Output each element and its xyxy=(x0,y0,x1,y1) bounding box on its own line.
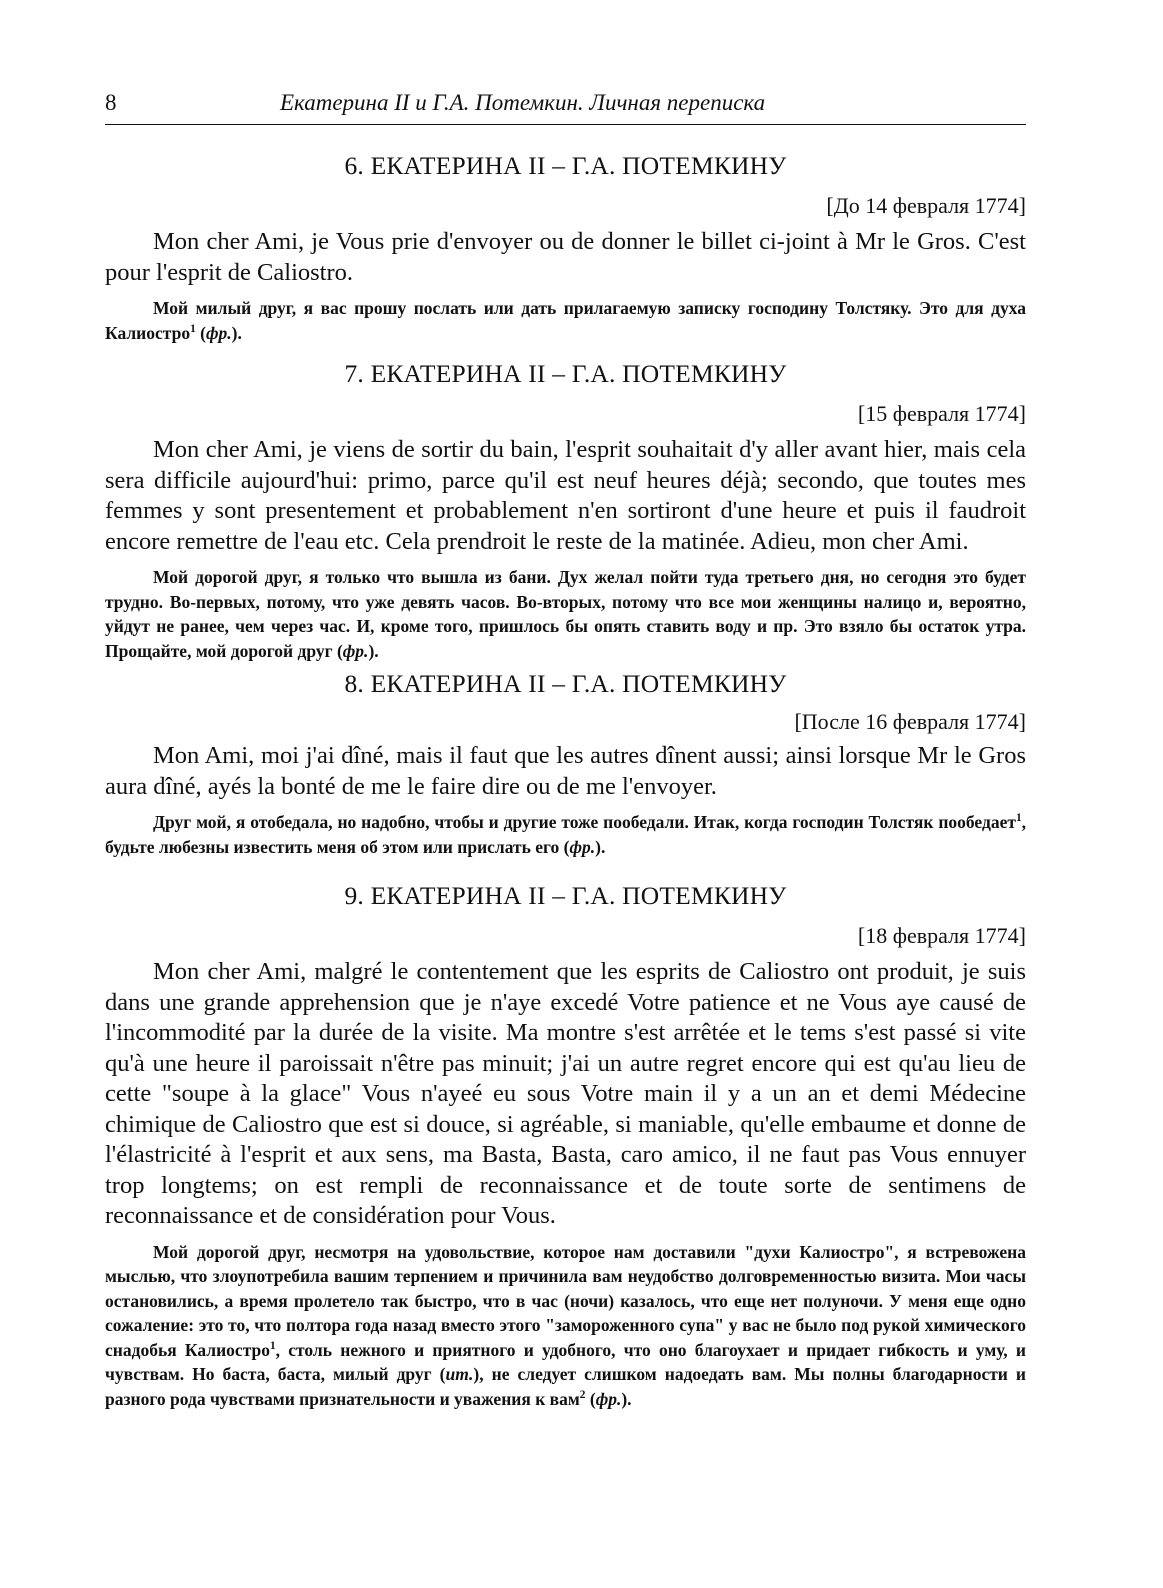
russian-translation: Мой дорогой друг, я только что вышла из бани. Дух желал пойти туда третьего дня, но сегодня это будет трудно. Во-первых, потому, что уже девять часов. Во-вторых, потому что все мои женщины налицо и, вероятно, уйдут не ранее, чем через час. И, кроме того, пришлось бы опять ставить воду и пр. Это взяло бы остаток утра. Прощайте, мой дорогой друг (фр.). xyxy=(105,567,1026,661)
letter-date: [До 14 февраля 1774] xyxy=(826,193,1026,218)
french-text: Mon cher Ami, malgré le contentement que les esprits de Caliostro ont produit, je suis dans une grande apprehension que je n'aye excedé Votre patience et ne Vous aye causé de l'incommodité par la durée de la visite. Ma montre s'est arrêtée et le tems s'est passé si vite qu'à une heure il paroissait n'être pas minuit; j'ai un autre regret encore qui est qu'au lieu de cette "soupe à la glace" Vous n'ayeé eu sous Votre main il y a un an et demi Médecine chimique de Caliostro que est si douce, si agréable, si maniable, qu'elle embaume et donne de l'élastricité à l'esprit et aux sens, ma Basta, Basta, caro amico, il ne faut pas Vous ennuyer trop longtems; on est rempli de reconnaissance et de toute sorte de sentimens de reconnaissance et de considération pour Vous. xyxy=(105,958,1026,1229)
russian-translation: Мой дорогой друг, несмотря на удовольствие, которое нам доставили "духи Калиостро", я встревожена мыслью, что злоупотребила вашим терпением и причинила вам неудобство долговременностью визита. Мои часы остановились, а время пролетело так быстро, что в час (ночи) казалось, что еще нет полуночи. У меня еще одно сожаление: это то, что полтора года назад вместо этого "замороженного супа" у вас не было под рукой химического снадобья Калиостро$^1$, столь нежного и приятного и удобного, что оно благоухает и придает гибкость и уму, и чувствам. Но баста, баста, милый друг (ит.), не следует слишком надоедать вам. Мы полны благодарности и разного рода чувствами признательности и уважения к вам$^2$ (фр.). xyxy=(105,1241,1026,1409)
french-text: Mon Ami, moi j'ai dîné, mais il faut que les autres dînent aussi; ainsi lorsque Mr le Gros aura dîné, ayés la bonté de me le faire dire ou de me l'envoyer. xyxy=(105,742,1026,800)
letter-date: [После 16 февраля 1774] xyxy=(794,709,1026,734)
russian-translation: Друг мой, я отобедала, но надобно, чтобы и другие тоже пообедали. Итак, когда господин Толстяк пообедает$^1$, будьте любезны известить меня об этом или прислать его (фр.). xyxy=(105,812,1026,857)
letter-heading: 9. ЕКАТЕРИНА II – Г.А. ПОТЕМКИНУ xyxy=(344,881,787,910)
french-text: Mon cher Ami, je Vous prie d'envoyer ou de donner le billet ci-joint à Mr le Gros. C'est pour l'esprit de Caliostro. xyxy=(105,228,1026,286)
letter-heading: 8. ЕКАТЕРИНА II – Г.А. ПОТЕМКИНУ xyxy=(344,669,787,698)
russian-translation: Мой милый друг, я вас прошу послать или дать прилагаемую записку господину Толстяку. Это для духа Калиостро$^1$ (фр.). xyxy=(105,298,1026,343)
french-text: Mon cher Ami, je viens de sortir du bain, l'esprit souhaitait d'y aller avant hier, mais cela sera difficile aujourd'hui: primo, parce qu'il est neuf heures déjà; secondo, que toutes mes femmes y sont presentement et probablement n'en sortiront d'une heure et puis il faudroit encore remettre de l'eau etc. Cela prendroit le reste de la matinée. Adieu, mon cher Ami. xyxy=(105,436,1026,555)
letter-6 xyxy=(105,151,1026,345)
letter-8 xyxy=(105,669,1026,859)
letter-heading: 6. ЕКАТЕРИНА II – Г.А. ПОТЕМКИНУ xyxy=(344,151,787,180)
running-title: Екатерина II и Г.А. Потемкин. Личная переписка xyxy=(280,90,766,115)
letter-7 xyxy=(105,359,1026,663)
letter-date: [15 февраля 1774] xyxy=(857,401,1026,426)
letter-heading: 7. ЕКАТЕРИНА II – Г.А. ПОТЕМКИНУ xyxy=(344,359,787,388)
letter-date: [18 февраля 1774] xyxy=(857,923,1026,948)
running-header xyxy=(105,90,1026,125)
letter-9 xyxy=(105,881,1026,1411)
page-number: 8 xyxy=(105,90,117,115)
page xyxy=(105,90,1026,1411)
